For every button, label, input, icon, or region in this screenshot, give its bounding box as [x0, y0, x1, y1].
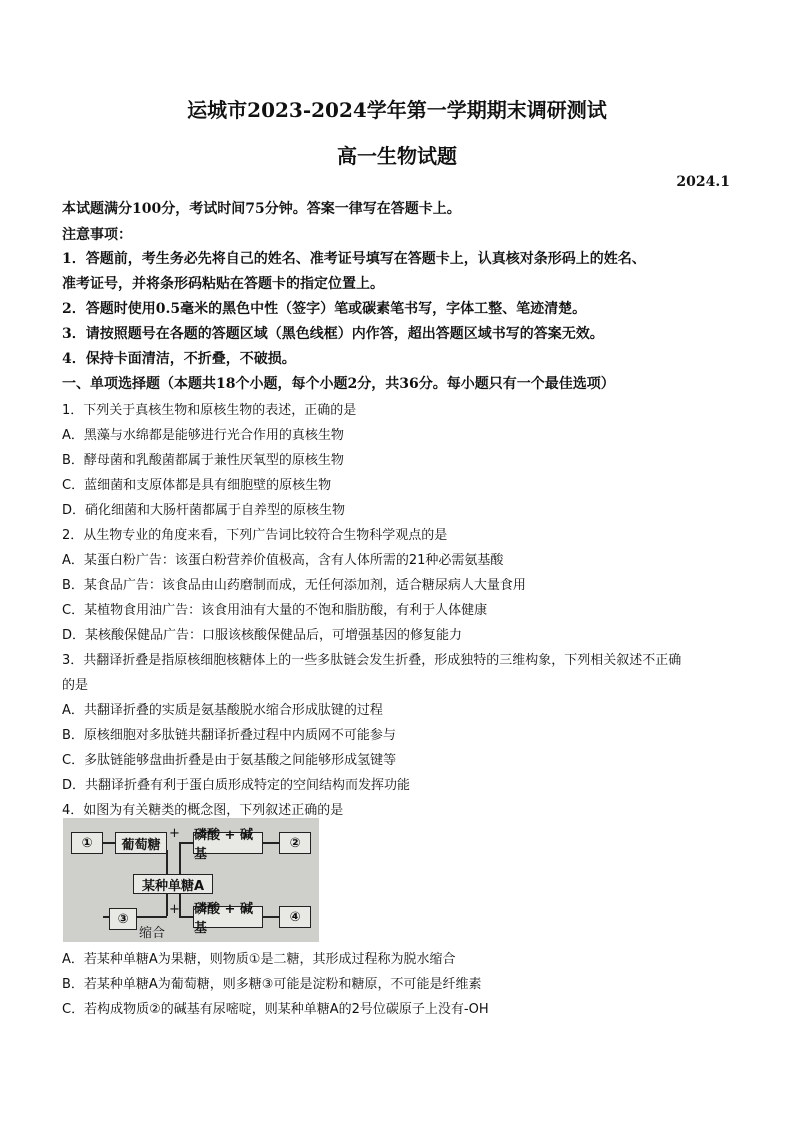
q1-option-b: B．酵母菌和乳酸菌都属于兼性厌氧型的原核生物: [62, 453, 344, 468]
node-4-label: ④: [289, 909, 301, 925]
phosphate-base-label-bottom: 磷酸 + 碱基: [194, 902, 253, 936]
note-2: 2．答题时使用0.5毫米的黑色中性（签字）笔或碳素笔书写，字体工整、笔迹清楚。: [62, 301, 587, 317]
intro-line: 本试题满分100分，考试时间75分钟。答案一律写在答题卡上。: [62, 201, 461, 217]
condensation-label: 缩合: [139, 926, 166, 941]
q1-stem: 1．下列关于真核生物和原核生物的表述，正确的是: [62, 403, 357, 418]
q3-stem-cont: 的是: [62, 678, 89, 693]
exam-date: 2024.1: [676, 174, 730, 190]
monosaccharide-a-box: [133, 874, 213, 894]
node-2-label: ②: [289, 835, 301, 851]
q4-option-b: B．若某种单糖A为葡萄糖，则多糖③可能是淀粉和糖原，不可能是纤维素: [62, 977, 482, 992]
q1-option-c: C．蓝细菌和支原体都是具有细胞壁的原核生物: [62, 478, 332, 493]
q3-option-c: C．多肽链能够盘曲折叠是由于氨基酸之间能够形成氢键等: [62, 753, 397, 768]
q2-option-a: A．某蛋白粉广告：该蛋白粉营养价值极高，含有人体所需的21种必需氨基酸: [62, 553, 504, 568]
note-1b: 准考证号，并将条形码粘贴在答题卡的指定位置上。: [62, 276, 384, 292]
q2-option-c: C．某植物食用油广告：该食用油有大量的不饱和脂肪酸，有利于人体健康: [62, 603, 488, 618]
phosphate-base-label-top: 磷酸 + 碱基: [194, 828, 253, 862]
note-4: 4．保持卡面清洁，不折叠，不破损。: [62, 351, 296, 367]
q3-option-b: B．原核细胞对多肽链共翻译折叠过程中内质网不可能参与: [62, 728, 396, 743]
exam-title: 运城市2023-2024学年第一学期期末调研测试: [187, 98, 607, 122]
q3-option-d: D．共翻译折叠有利于蛋白质形成特定的空间结构而发挥功能: [62, 778, 411, 793]
notes-heading: 注意事项：: [62, 227, 132, 243]
q2-option-d: D．某核酸保健品广告：口服该核酸保健品后，可增强基因的修复能力: [62, 628, 463, 643]
glucose-box: [115, 832, 167, 854]
q2-option-b: B．某食品广告：该食品由山药磨制而成，无任何添加剂，适合糖尿病人大量食用: [62, 578, 526, 593]
phosphate-base-box-bottom: [193, 902, 263, 936]
note-1a: 1．答题前，考生务必先将自己的姓名、准考证号填写在答题卡上，认真核对条形码上的姓名、: [62, 251, 646, 267]
q4-stem: 4．如图为有关糖类的概念图，下列叙述正确的是: [62, 803, 344, 818]
glucose-label: 葡萄糖: [121, 837, 161, 853]
node-1-label: ①: [81, 835, 93, 851]
node-2: [279, 832, 311, 854]
node-4: [279, 906, 311, 928]
node-1: [71, 832, 103, 854]
node-3: [109, 908, 137, 930]
q1-option-a: A．黑藻与水绵都是能够进行光合作用的真核生物: [62, 428, 344, 443]
node-3-label: ③: [117, 911, 129, 927]
phosphate-base-box-top: [193, 828, 263, 862]
section-heading: 一、单项选择题（本题共18个小题，每个小题2分，共36分。每小题只有一个最佳选项）: [62, 376, 615, 392]
q4-option-c: C．若构成物质②的碱基有尿嘧啶，则某种单糖A的2号位碳原子上没有-OH: [62, 1002, 489, 1017]
q4-option-a: A．若某种单糖A为果糖，则物质①是二糖，其形成过程称为脱水缩合: [62, 952, 456, 967]
note-3: 3．请按照题号在各题的答题区域（黑色线框）内作答，超出答题区域书写的答案无效。: [62, 326, 604, 342]
q2-stem: 2．从生物专业的角度来看，下列广告词比较符合生物科学观点的是: [62, 528, 448, 543]
exam-subtitle: 高一生物试题: [337, 144, 457, 168]
plus-sign-bottom: +: [169, 902, 180, 917]
sugar-concept-diagram: [63, 818, 319, 942]
q3-stem: 3．共翻译折叠是指原核细胞核糖体上的一些多肽链会发生折叠，形成独特的三维构象，下列相关叙述不正确: [62, 653, 682, 668]
q3-option-a: A．共翻译折叠的实质是氨基酸脱水缩合形成肽键的过程: [62, 703, 383, 718]
plus-sign-top: +: [169, 826, 180, 841]
monosaccharide-a-label: 某种单糖A: [141, 878, 205, 894]
q1-option-d: D．硝化细菌和大肠杆菌都属于自养型的原核生物: [62, 503, 346, 518]
